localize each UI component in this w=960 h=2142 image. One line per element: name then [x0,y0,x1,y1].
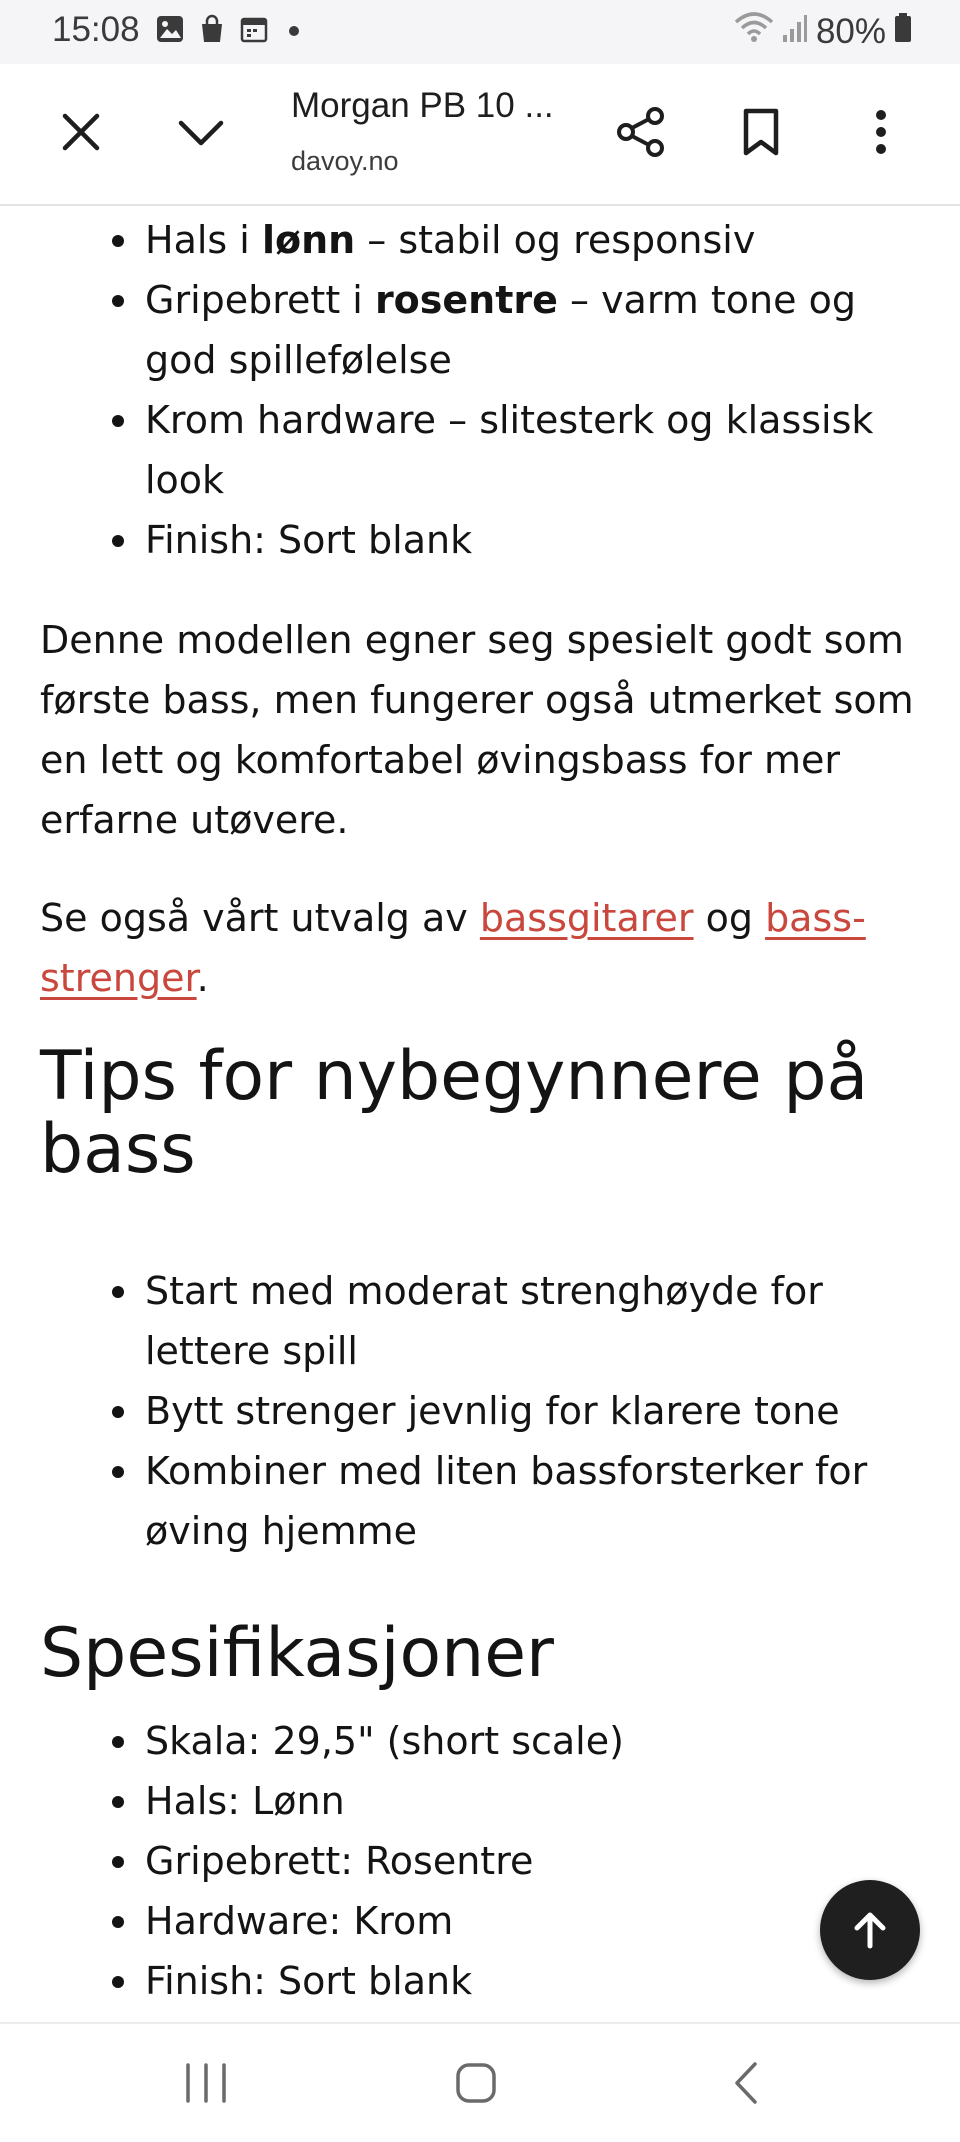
recents-button[interactable] [146,2038,266,2128]
bookmark-button[interactable] [721,92,801,172]
list-item: Skala: 29,5" (short scale) [0,1711,960,1771]
notification-dot [289,26,299,36]
back-button[interactable] [686,2038,806,2128]
list-item: Bytt strenger jevnlig for klarere tone [0,1381,960,1441]
calendar-icon [239,14,269,44]
specs-list [0,1711,960,2011]
arrow-up-icon [850,1910,890,1950]
status-right [734,10,912,53]
list-item: Finish: Sort blank [0,1951,960,2011]
system-navigation-bar [0,2022,960,2142]
custom-tab-toolbar [0,64,960,206]
article-content [0,206,960,2022]
bassgitarer-link[interactable]: bassgitarer [479,896,694,940]
signal-icon [782,12,808,52]
list-item: Gripebrett: Rosentre [0,1831,960,1891]
bass-strenger-link[interactable]: bass-strenger [40,896,866,1000]
more-options-button[interactable] [841,92,921,172]
description-paragraph: Denne modellen egner seg spesielt godt som første bass, men fungerer også utmerket som en lett og komfortabel øvingsbass for mer erfarne utøvere. [40,618,914,842]
more-vert-icon [875,109,887,155]
list-item: Finish: Sort blank [0,510,960,570]
see-also-paragraph: Se også vårt utvalg av bassgitarer og bass-strenger. [40,896,866,1000]
list-item: Start med moderat strenghøyde for lettere spill [0,1261,960,1381]
share-button[interactable] [601,92,681,172]
chevron-down-icon [177,117,225,147]
close-button[interactable] [41,92,121,172]
list-item: Hardware: Krom [0,1891,960,1951]
close-icon [61,112,101,152]
list-item: Hals i lønn – stabil og responsiv [0,210,960,270]
minimize-button[interactable] [161,92,241,172]
page-domain: davoy.no [291,146,399,176]
share-icon [616,106,666,158]
features-list [0,210,960,570]
list-item: Hals: Lønn [0,1771,960,1831]
list-item: Kombiner med liten bassforsterker for øving hjemme [0,1441,960,1561]
battery-percent: 80% [815,11,886,51]
tips-list [0,1261,960,1561]
back-icon [733,2061,759,2105]
gallery-icon [155,14,185,44]
home-icon [455,2062,497,2104]
tips-heading: Tips for nybegynnere på bass [40,1037,869,1189]
specs-heading: Spesifikasjoner [40,1614,554,1693]
list-item: Gripebrett i rosentre – varm tone og god spillefølelse [0,270,960,390]
battery-icon [894,12,912,52]
status-bar [0,0,960,64]
scroll-to-top-button[interactable] [820,1880,920,1980]
page-title: Morgan PB 10 ... [291,86,554,125]
list-item: Krom hardware – slitesterk og klassisk look [0,390,960,510]
status-notification-icons [155,14,269,44]
bookmark-icon [742,108,780,156]
status-time: 15:08 [52,10,140,49]
shopping-bag-icon [197,14,227,44]
home-button[interactable] [416,2038,536,2128]
wifi-icon [734,10,774,53]
recents-icon [184,2063,228,2103]
